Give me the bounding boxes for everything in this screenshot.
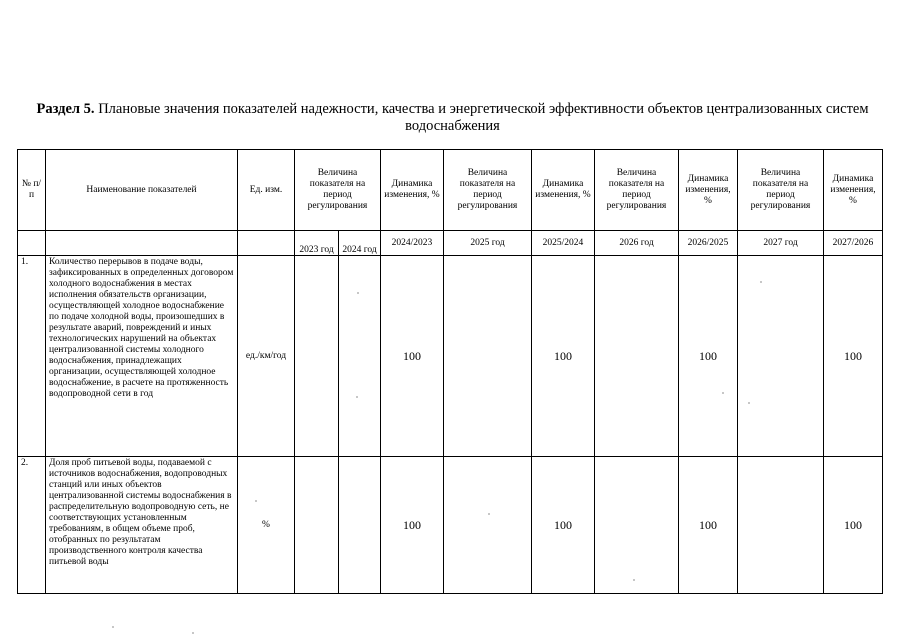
header-dynamics-2027: Динамика изменения, % [824,150,883,231]
header-ratio-2026-2025: 2026/2025 [679,231,738,256]
dynamics-2025-2024: 100 [532,457,595,594]
section-title: Плановые значения показателей надежности, качества и энергетической эффективности объектов централизованных систем водоснабжения [98,101,869,134]
dynamics-2024-2023: 100 [381,256,444,457]
value-2025 [444,256,532,457]
table-row [18,457,883,594]
header-value-period-2027: Величина показателя на период регулирования [738,150,824,231]
scan-speck [748,402,750,404]
dynamics-2027-2026: 100 [824,256,883,457]
indicator-name: Доля проб питьевой воды, подаваемой с источников водоснабжения, водопроводных станций или иных объектов централизованной системы водоснабжения в распределительную водопроводную сеть, не соответствующих установленным требованиям, в общем объеме проб, отобранных по результатам производственного контроля качества питьевой воды [46,457,238,594]
scan-speck [356,396,358,398]
scan-speck [633,579,635,581]
scan-speck [192,632,194,634]
row-number: 2. [18,457,46,594]
value-2027 [738,256,824,457]
header-value-period-2025: Величина показателя на период регулирования [444,150,532,231]
scan-speck [722,392,724,394]
indicators-table [17,149,883,594]
value-2026 [595,256,679,457]
dynamics-2026-2025: 100 [679,256,738,457]
value-2025 [444,457,532,594]
header-dynamics-2025: Динамика изменения, % [532,150,595,231]
dynamics-2024-2023: 100 [381,457,444,594]
indicator-name: Количество перерывов в подаче воды, зафиксированных в определенных договором холодного водоснабжения в местах исполнения обязательств организации, осуществляющей холодное водоснабжение по подаче холодной воды, произошедших в результате аварий, повреждений и иных технологических нарушений на объектах централизованной системы холодного водоснабжения, принадлежащих организации, осуществляющей холодное водоснабжение, в расчете на протяженность водопроводной сети в год [46,256,238,457]
header-year-2024: 2024 год [339,231,381,256]
dynamics-2025-2024: 100 [532,256,595,457]
value-2023 [295,256,339,457]
header-year-2027: 2027 год [738,231,824,256]
header-ratio-2027-2026: 2027/2026 [824,231,883,256]
scan-speck [760,281,762,283]
scan-speck [255,500,257,502]
row-number: 1. [18,256,46,457]
section-label: Раздел 5. [36,101,95,117]
header-name: Наименование показателей [46,150,238,231]
indicator-unit: ед./км/год [238,256,295,457]
header-ratio-2025-2024: 2025/2024 [532,231,595,256]
header-num: № п/п [18,150,46,231]
dynamics-2026-2025: 100 [679,457,738,594]
header-row [18,150,883,231]
value-2024 [339,457,381,594]
value-2027 [738,457,824,594]
scan-speck [112,626,114,628]
page-title [30,101,875,135]
header-unit: Ед. изм. [238,150,295,231]
scan-speck [357,292,359,294]
header-value-period: Величина показателя на период регулирования [295,150,381,231]
header-dynamics-2024: Динамика изменения, % [381,150,444,231]
header-dynamics-2026: Динамика изменения, % [679,150,738,231]
header-value-period-2026: Величина показателя на период регулирования [595,150,679,231]
table-row [18,256,883,457]
scan-speck [488,513,490,515]
header-year-2023: 2023 год [295,231,339,256]
dynamics-2027-2026: 100 [824,457,883,594]
header-year-2025: 2025 год [444,231,532,256]
value-2023 [295,457,339,594]
value-2026 [595,457,679,594]
header-ratio-2024-2023: 2024/2023 [381,231,444,256]
indicator-unit: % [238,457,295,594]
value-2024 [339,256,381,457]
subheader-row [18,231,883,256]
header-year-2026: 2026 год [595,231,679,256]
